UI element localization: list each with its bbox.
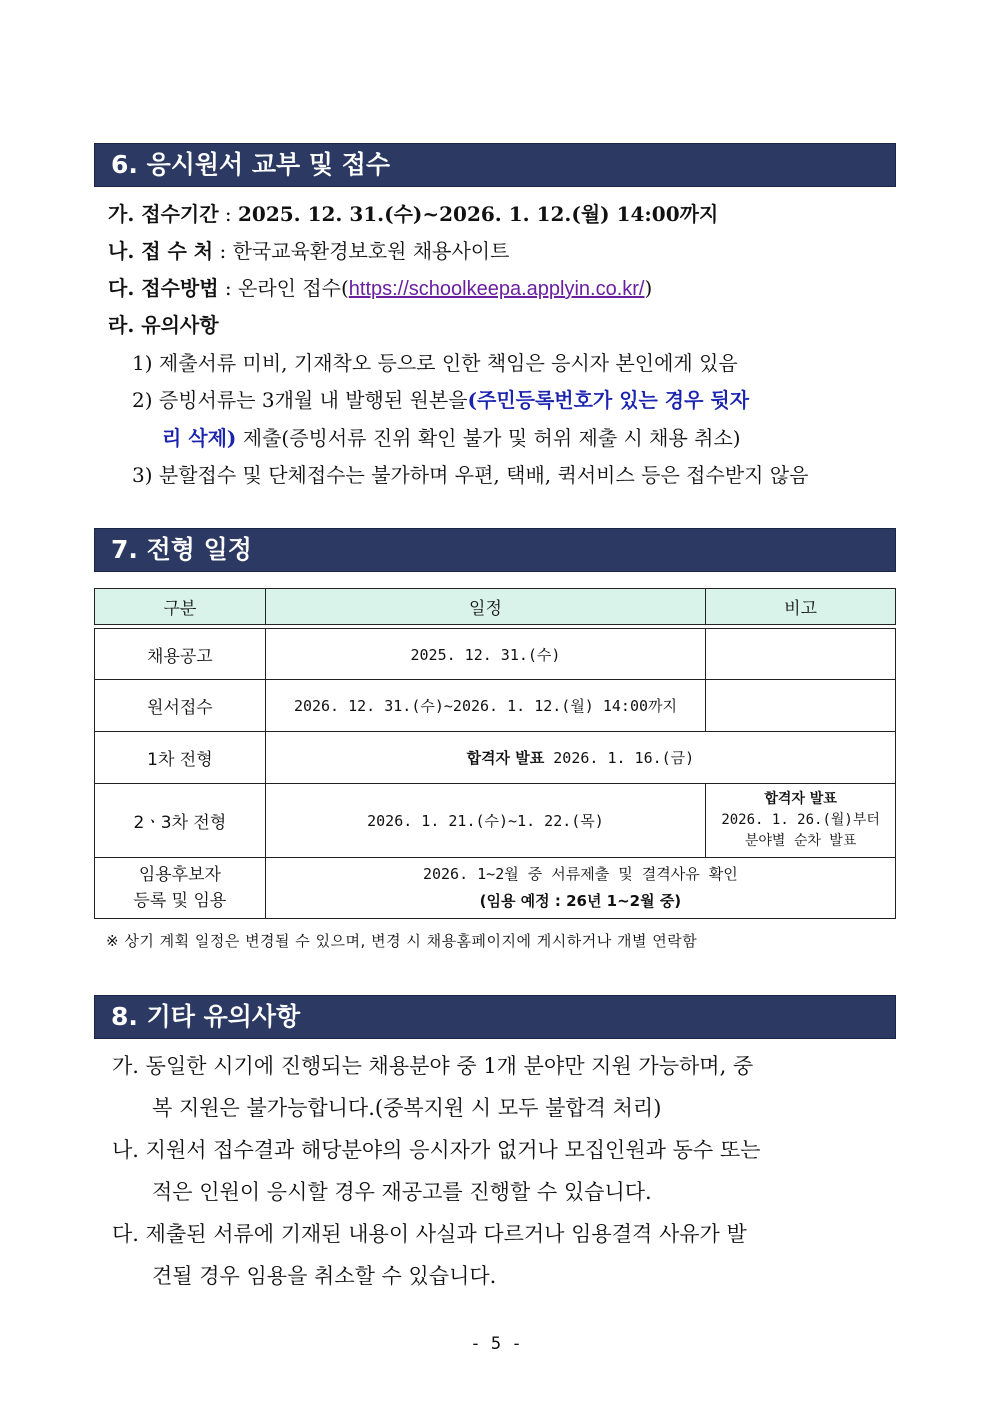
receipt-period-sep: : bbox=[224, 202, 232, 226]
receipt-method-label: 다. 접수방법 bbox=[108, 276, 219, 300]
section-7-header: 7. 전형 일정 bbox=[94, 528, 896, 572]
note-2-highlight-cont: 리 삭제) bbox=[162, 426, 237, 450]
schedule-cell bbox=[265, 732, 895, 784]
receipt-method-prefix: 온라인 접수( bbox=[238, 276, 349, 300]
remark-cell bbox=[706, 629, 896, 680]
note-2-rest: 제출(증빙서류 진위 확인 불가 및 허위 제출 시 채용 취소) bbox=[236, 426, 741, 450]
remark-bold: 합격자 발표 bbox=[764, 791, 837, 807]
table-row bbox=[95, 629, 896, 680]
schedule-cell: 2025. 12. 31.(수) bbox=[265, 629, 705, 680]
note-2-line1 bbox=[132, 386, 898, 414]
schedule-cell bbox=[265, 858, 895, 919]
stage-cell bbox=[95, 858, 266, 919]
note-3: 3) 분할접수 및 단체접수는 불가하며 우편, 택배, 퀵서비스 등은 접수받지 않음 bbox=[132, 463, 809, 487]
note-2-line2 bbox=[162, 424, 741, 452]
other-note-2-marker: 나. bbox=[112, 1138, 139, 1162]
section-8-header: 8. 기타 유의사항 bbox=[94, 995, 896, 1039]
stage-cell: 원서접수 bbox=[95, 680, 266, 732]
page-number: - 5 - bbox=[470, 1334, 522, 1354]
section-6-header: 6. 응시원서 교부 및 접수 bbox=[94, 143, 896, 187]
stage-line2: 등록 및 임용 bbox=[133, 891, 227, 911]
other-note-1-marker: 가. bbox=[112, 1054, 139, 1078]
receipt-period-line bbox=[108, 200, 718, 228]
remark-cell bbox=[706, 680, 896, 732]
table-row bbox=[95, 784, 896, 858]
table-row bbox=[95, 732, 896, 784]
other-note-2 bbox=[112, 1129, 760, 1171]
receipt-method-sep: : bbox=[224, 276, 232, 300]
apply-site-link[interactable]: https://schoolkeepa.applyin.co.kr/ bbox=[348, 278, 645, 300]
schedule-line2: (임용 예정 : 26년 1~2월 중) bbox=[479, 892, 682, 910]
result-announce-label: 합격자 발표 bbox=[466, 749, 545, 767]
receipt-period-label: 가. 접수기간 bbox=[108, 202, 219, 226]
remark-line2: 분야별 순차 발표 bbox=[744, 833, 857, 849]
receipt-place-label: 나. 접 수 처 bbox=[108, 239, 214, 263]
stage-line1: 임용후보자 bbox=[138, 865, 221, 885]
receipt-method-suffix: ) bbox=[644, 276, 653, 300]
table-row bbox=[95, 680, 896, 732]
note-2-highlight: (주민등록번호가 있는 경우 뒷자 bbox=[467, 388, 750, 412]
result-announce-date: 2026. 1. 16.(금) bbox=[544, 749, 695, 767]
note-2-text: 2) 증빙서류는 3개월 내 발행된 원본을 bbox=[132, 388, 468, 412]
schedule-cell: 2026. 12. 31.(수)~2026. 1. 12.(월) 14:00까지 bbox=[265, 680, 705, 732]
other-note-1-line1: 동일한 시기에 진행되는 채용분야 중 1개 분야만 지원 가능하며, 중 bbox=[145, 1054, 754, 1078]
stage-cell: 1차 전형 bbox=[95, 732, 266, 784]
table-row bbox=[95, 858, 896, 919]
col-header-remark: 비고 bbox=[706, 589, 896, 625]
other-note-3-marker: 다. bbox=[112, 1222, 139, 1246]
receipt-place-line bbox=[108, 237, 509, 265]
schedule-table bbox=[94, 588, 896, 919]
remark-line1: 2026. 1. 26.(월)부터 bbox=[721, 812, 880, 828]
col-header-schedule: 일정 bbox=[265, 589, 705, 625]
notes-label: 라. 유의사항 bbox=[108, 313, 219, 337]
stage-cell: 2ㆍ3차 전형 bbox=[95, 784, 266, 858]
other-note-1 bbox=[112, 1045, 753, 1087]
receipt-place-sep: : bbox=[219, 239, 227, 263]
schedule-line1: 2026. 1~2월 중 서류제출 및 결격사유 확인 bbox=[422, 865, 738, 883]
receipt-method-line bbox=[108, 274, 652, 303]
receipt-period-value: 2025. 12. 31.(수)~2026. 1. 12.(월) 14:00까지 bbox=[238, 202, 719, 226]
other-note-1-cont: 복 지원은 불가능합니다.(중복지원 시 모두 불합격 처리) bbox=[152, 1096, 662, 1120]
other-note-3-line1: 제출된 서류에 기재된 내용이 사실과 다르거나 임용결격 사유가 발 bbox=[145, 1222, 747, 1246]
receipt-place-value: 한국교육환경보호원 채용사이트 bbox=[232, 239, 510, 263]
other-note-3-cont: 견될 경우 임용을 취소할 수 있습니다. bbox=[152, 1264, 497, 1288]
col-header-stage: 구분 bbox=[95, 589, 266, 625]
schedule-cell: 2026. 1. 21.(수)~1. 22.(목) bbox=[265, 784, 705, 858]
note-1: 1) 제출서류 미비, 기재착오 등으로 인한 책임은 응시자 본인에게 있음 bbox=[132, 351, 738, 375]
stage-cell: 채용공고 bbox=[95, 629, 266, 680]
other-note-2-cont: 적은 인원이 응시할 경우 재공고를 진행할 수 있습니다. bbox=[152, 1180, 652, 1204]
remark-cell bbox=[706, 784, 896, 858]
schedule-footnote: ※ 상기 계획 일정은 변경될 수 있으며, 변경 시 채용홈페이지에 게시하거나 개별 연락함 bbox=[106, 932, 698, 950]
other-note-2-line1: 지원서 접수결과 해당분야의 응시자가 없거나 모집인원과 동수 또는 bbox=[145, 1138, 761, 1162]
other-note-3 bbox=[112, 1213, 747, 1255]
